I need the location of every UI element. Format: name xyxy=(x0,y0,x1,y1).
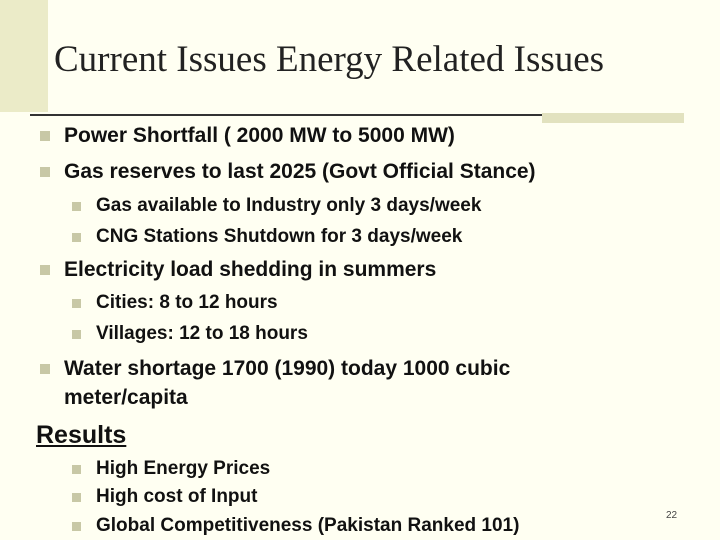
title-divider xyxy=(30,114,542,116)
bullet-water-shortage: Water shortage 1700 (1990) today 1000 cubic xyxy=(64,357,511,380)
results-heading: Results xyxy=(36,421,127,449)
bullet-marker xyxy=(40,364,50,374)
bullet-marker xyxy=(72,330,81,339)
sub-bullet-villages: Villages: 12 to 18 hours xyxy=(96,323,308,344)
slide-title: Current Issues Energy Related Issues xyxy=(54,39,605,80)
bullet-marker xyxy=(72,233,81,242)
page-number: 22 xyxy=(666,510,678,521)
bullet-marker xyxy=(72,299,81,308)
bullet-power-shortfall: Power Shortfall ( 2000 MW to 5000 MW) xyxy=(64,124,455,147)
sub-bullet-gas-industry: Gas available to Industry only 3 days/week xyxy=(96,195,482,216)
bullet-marker xyxy=(72,522,81,531)
left-accent-bar xyxy=(0,0,48,112)
bullet-marker xyxy=(72,493,81,502)
bullet-marker xyxy=(40,167,50,177)
result-input-cost: High cost of Input xyxy=(96,486,258,507)
sub-bullet-cng-stations: CNG Stations Shutdown for 3 days/week xyxy=(96,226,463,247)
divider-accent xyxy=(542,113,684,123)
bullet-marker xyxy=(72,465,81,474)
bullet-water-shortage-cont: meter/capita xyxy=(64,386,188,409)
bullet-marker xyxy=(40,131,50,141)
result-energy-prices: High Energy Prices xyxy=(96,458,271,479)
bullet-gas-reserves: Gas reserves to last 2025 (Govt Official Stance) xyxy=(64,160,536,183)
bullet-marker xyxy=(40,265,50,275)
result-competitiveness: Global Competitiveness (Pakistan Ranked 101) xyxy=(96,515,520,536)
bullet-marker xyxy=(72,202,81,211)
sub-bullet-cities: Cities: 8 to 12 hours xyxy=(96,292,278,313)
bullet-load-shedding: Electricity load shedding in summers xyxy=(64,258,437,281)
